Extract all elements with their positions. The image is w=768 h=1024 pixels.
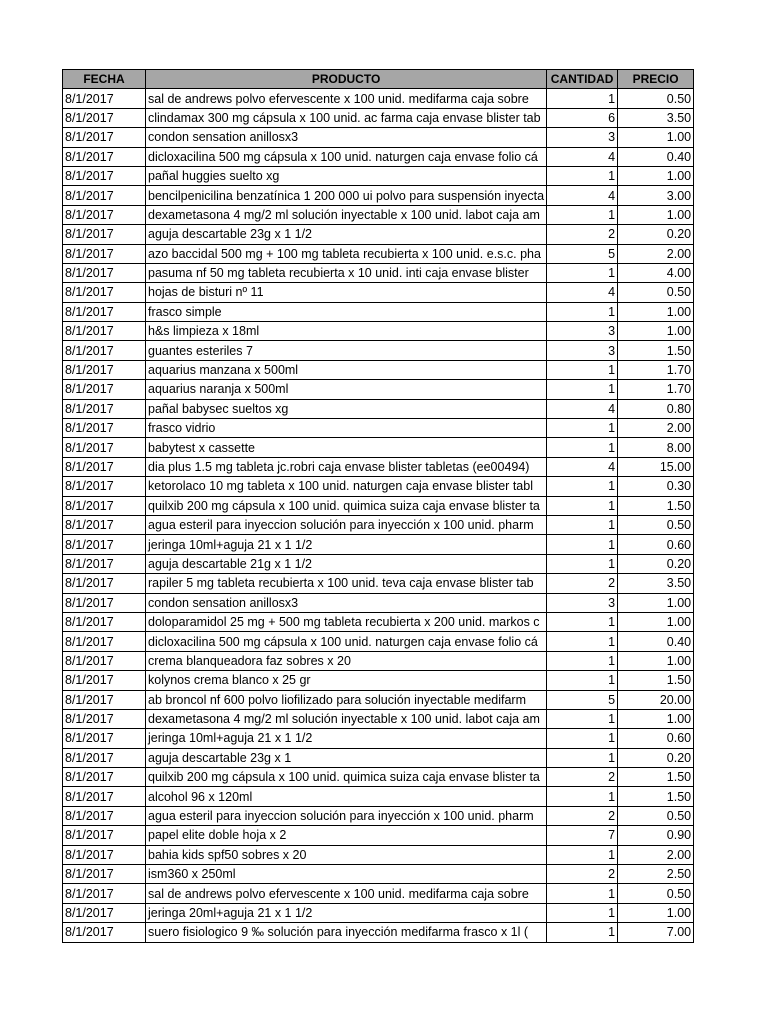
table-row	[63, 496, 694, 515]
producto-cell[interactable]: condon sensation anillosx3	[146, 128, 547, 147]
precio-cell[interactable]: 0.60	[618, 729, 694, 748]
precio-cell[interactable]: 1.50	[618, 496, 694, 515]
cantidad-cell[interactable]: 1	[547, 360, 618, 379]
cantidad-cell[interactable]: 1	[547, 671, 618, 690]
producto-cell[interactable]: frasco simple	[146, 302, 547, 321]
fecha-cell[interactable]: 8/1/2017	[63, 457, 146, 476]
fecha-cell[interactable]: 8/1/2017	[63, 89, 146, 108]
fecha-cell[interactable]: 8/1/2017	[63, 263, 146, 282]
table-row	[63, 399, 694, 418]
fecha-cell[interactable]: 8/1/2017	[63, 748, 146, 767]
precio-cell[interactable]: 0.90	[618, 826, 694, 845]
producto-cell[interactable]: dia plus 1.5 mg tableta jc.robri caja envase blister tabletas (ee00494)	[146, 457, 547, 476]
producto-cell[interactable]: pañal huggies suelto xg	[146, 166, 547, 185]
precio-cell[interactable]: 0.40	[618, 632, 694, 651]
precio-cell[interactable]: 0.40	[618, 147, 694, 166]
precio-cell[interactable]: 1.00	[618, 166, 694, 185]
table-row	[63, 341, 694, 360]
cantidad-cell[interactable]: 1	[547, 496, 618, 515]
precio-cell[interactable]: 0.50	[618, 806, 694, 825]
header-cantidad[interactable]: CANTIDAD	[547, 70, 618, 89]
cantidad-cell[interactable]: 5	[547, 244, 618, 263]
table-row	[63, 302, 694, 321]
cantidad-cell[interactable]: 2	[547, 768, 618, 787]
precio-cell[interactable]: 0.80	[618, 399, 694, 418]
cantidad-cell[interactable]: 3	[547, 593, 618, 612]
precio-cell[interactable]: 1.70	[618, 380, 694, 399]
fecha-cell[interactable]: 8/1/2017	[63, 729, 146, 748]
table-row	[63, 147, 694, 166]
producto-cell[interactable]: guantes esteriles 7	[146, 341, 547, 360]
producto-cell[interactable]: dicloxacilina 500 mg cápsula x 100 unid. naturgen caja envase folio cá	[146, 147, 547, 166]
precio-cell[interactable]: 3.50	[618, 574, 694, 593]
producto-cell[interactable]: quilxib 200 mg cápsula x 100 unid. quimica suiza caja envase blister ta	[146, 496, 547, 515]
table-row	[63, 89, 694, 108]
table-row	[63, 865, 694, 884]
fecha-cell[interactable]: 8/1/2017	[63, 186, 146, 205]
cantidad-cell[interactable]: 4	[547, 283, 618, 302]
precio-cell[interactable]: 0.20	[618, 225, 694, 244]
precio-cell[interactable]: 2.00	[618, 845, 694, 864]
precio-cell[interactable]: 15.00	[618, 457, 694, 476]
precio-cell[interactable]: 7.00	[618, 923, 694, 942]
cantidad-cell[interactable]: 1	[547, 903, 618, 922]
table-row	[63, 225, 694, 244]
fecha-cell[interactable]: 8/1/2017	[63, 244, 146, 263]
fecha-cell[interactable]: 8/1/2017	[63, 399, 146, 418]
table-row	[63, 612, 694, 631]
fecha-cell[interactable]: 8/1/2017	[63, 923, 146, 942]
fecha-cell[interactable]: 8/1/2017	[63, 651, 146, 670]
precio-cell[interactable]: 1.50	[618, 341, 694, 360]
producto-cell[interactable]: jeringa 10ml+aguja 21 x 1 1/2	[146, 729, 547, 748]
cantidad-cell[interactable]: 5	[547, 690, 618, 709]
cantidad-cell[interactable]: 1	[547, 535, 618, 554]
producto-cell[interactable]: doloparamidol 25 mg + 500 mg tableta recubierta x 200 unid. markos c	[146, 612, 547, 631]
precio-cell[interactable]: 0.30	[618, 477, 694, 496]
cantidad-cell[interactable]: 4	[547, 186, 618, 205]
table-row	[63, 884, 694, 903]
table-row	[63, 263, 694, 282]
cantidad-cell[interactable]: 1	[547, 632, 618, 651]
header-fecha[interactable]: FECHA	[63, 70, 146, 89]
table-row	[63, 186, 694, 205]
fecha-cell[interactable]: 8/1/2017	[63, 128, 146, 147]
cantidad-cell[interactable]: 4	[547, 457, 618, 476]
precio-cell[interactable]: 1.00	[618, 709, 694, 728]
fecha-cell[interactable]: 8/1/2017	[63, 515, 146, 534]
producto-cell[interactable]: frasco vidrio	[146, 419, 547, 438]
fecha-cell[interactable]: 8/1/2017	[63, 360, 146, 379]
header-producto[interactable]: PRODUCTO	[146, 70, 547, 89]
precio-cell[interactable]: 2.00	[618, 244, 694, 263]
producto-cell[interactable]: ketorolaco 10 mg tableta x 100 unid. naturgen caja envase blister tabl	[146, 477, 547, 496]
producto-cell[interactable]: azo baccidal 500 mg + 100 mg tableta recubierta x 100 unid. e.s.c. pha	[146, 244, 547, 263]
producto-cell[interactable]: clindamax 300 mg cápsula x 100 unid. ac farma caja envase blister tab	[146, 108, 547, 127]
fecha-cell[interactable]: 8/1/2017	[63, 612, 146, 631]
producto-cell[interactable]: h&s limpieza x 18ml	[146, 322, 547, 341]
producto-cell[interactable]: suero fisiologico 9 ‰ solución para inyección medifarma frasco x 1l (	[146, 923, 547, 942]
precio-cell[interactable]: 3.00	[618, 186, 694, 205]
cantidad-cell[interactable]: 1	[547, 89, 618, 108]
table-row	[63, 515, 694, 534]
cantidad-cell[interactable]: 1	[547, 787, 618, 806]
precio-cell[interactable]: 1.00	[618, 302, 694, 321]
table-row	[63, 283, 694, 302]
producto-cell[interactable]: aguja descartable 23g x 1	[146, 748, 547, 767]
table-row	[63, 457, 694, 476]
table-row	[63, 923, 694, 942]
cantidad-cell[interactable]: 1	[547, 302, 618, 321]
fecha-cell[interactable]: 8/1/2017	[63, 845, 146, 864]
precio-cell[interactable]: 1.00	[618, 593, 694, 612]
producto-cell[interactable]: pañal babysec sueltos xg	[146, 399, 547, 418]
table-row	[63, 419, 694, 438]
fecha-cell[interactable]: 8/1/2017	[63, 574, 146, 593]
fecha-cell[interactable]: 8/1/2017	[63, 535, 146, 554]
header-row	[63, 70, 694, 89]
precio-cell[interactable]: 1.00	[618, 128, 694, 147]
producto-cell[interactable]: aquarius manzana x 500ml	[146, 360, 547, 379]
cantidad-cell[interactable]: 4	[547, 147, 618, 166]
cantidad-cell[interactable]: 3	[547, 128, 618, 147]
fecha-cell[interactable]: 8/1/2017	[63, 166, 146, 185]
table-row	[63, 438, 694, 457]
fecha-cell[interactable]: 8/1/2017	[63, 322, 146, 341]
cantidad-cell[interactable]: 3	[547, 341, 618, 360]
producto-cell[interactable]: hojas de bisturi nº 11	[146, 283, 547, 302]
producto-cell[interactable]: agua esteril para inyeccion solución para inyección x 100 unid. pharm	[146, 806, 547, 825]
precio-cell[interactable]: 0.20	[618, 554, 694, 573]
fecha-cell[interactable]: 8/1/2017	[63, 554, 146, 573]
precio-cell[interactable]: 1.00	[618, 903, 694, 922]
fecha-cell[interactable]: 8/1/2017	[63, 283, 146, 302]
producto-cell[interactable]: rapiler 5 mg tableta recubierta x 100 unid. teva caja envase blister tab	[146, 574, 547, 593]
cantidad-cell[interactable]: 1	[547, 554, 618, 573]
producto-cell[interactable]: bencilpenicilina benzatínica 1 200 000 ui polvo para suspensión inyecta	[146, 186, 547, 205]
precio-cell[interactable]: 1.50	[618, 671, 694, 690]
table-row	[63, 166, 694, 185]
table-row	[63, 787, 694, 806]
fecha-cell[interactable]: 8/1/2017	[63, 787, 146, 806]
fecha-cell[interactable]: 8/1/2017	[63, 806, 146, 825]
cantidad-cell[interactable]: 2	[547, 574, 618, 593]
cantidad-cell[interactable]: 1	[547, 651, 618, 670]
table-row	[63, 360, 694, 379]
producto-cell[interactable]: jeringa 10ml+aguja 21 x 1 1/2	[146, 535, 547, 554]
cantidad-cell[interactable]: 1	[547, 263, 618, 282]
precio-cell[interactable]: 1.00	[618, 651, 694, 670]
cantidad-cell[interactable]: 1	[547, 729, 618, 748]
producto-cell[interactable]: jeringa 20ml+aguja 21 x 1 1/2	[146, 903, 547, 922]
fecha-cell[interactable]: 8/1/2017	[63, 865, 146, 884]
producto-cell[interactable]: dexametasona 4 mg/2 ml solución inyectable x 100 unid. labot caja am	[146, 205, 547, 224]
producto-cell[interactable]: bahia kids spf50 sobres x 20	[146, 845, 547, 864]
producto-cell[interactable]: agua esteril para inyeccion solución para inyección x 100 unid. pharm	[146, 515, 547, 534]
table-row	[63, 322, 694, 341]
table-row	[63, 651, 694, 670]
table-body	[63, 89, 694, 942]
header-precio[interactable]: PRECIO	[618, 70, 694, 89]
precio-cell[interactable]: 0.60	[618, 535, 694, 554]
cantidad-cell[interactable]: 1	[547, 380, 618, 399]
table-row	[63, 903, 694, 922]
cantidad-cell[interactable]: 1	[547, 923, 618, 942]
table-row	[63, 845, 694, 864]
precio-cell[interactable]: 3.50	[618, 108, 694, 127]
precio-cell[interactable]: 1.50	[618, 787, 694, 806]
table-row	[63, 554, 694, 573]
fecha-cell[interactable]: 8/1/2017	[63, 108, 146, 127]
precio-cell[interactable]: 0.20	[618, 748, 694, 767]
table-row	[63, 632, 694, 651]
producto-cell[interactable]: babytest x cassette	[146, 438, 547, 457]
fecha-cell[interactable]: 8/1/2017	[63, 593, 146, 612]
producto-cell[interactable]: papel elite doble hoja x 2	[146, 826, 547, 845]
cantidad-cell[interactable]: 1	[547, 748, 618, 767]
precio-cell[interactable]: 2.00	[618, 419, 694, 438]
cantidad-cell[interactable]: 7	[547, 826, 618, 845]
cantidad-cell[interactable]: 1	[547, 438, 618, 457]
producto-cell[interactable]: ab broncol nf 600 polvo liofilizado para solución inyectable medifarm	[146, 690, 547, 709]
fecha-cell[interactable]: 8/1/2017	[63, 438, 146, 457]
producto-cell[interactable]: condon sensation anillosx3	[146, 593, 547, 612]
precio-cell[interactable]: 1.00	[618, 205, 694, 224]
precio-cell[interactable]: 1.70	[618, 360, 694, 379]
cantidad-cell[interactable]: 3	[547, 322, 618, 341]
precio-cell[interactable]: 0.50	[618, 89, 694, 108]
cantidad-cell[interactable]: 1	[547, 845, 618, 864]
fecha-cell[interactable]: 8/1/2017	[63, 632, 146, 651]
cantidad-cell[interactable]: 1	[547, 166, 618, 185]
fecha-cell[interactable]: 8/1/2017	[63, 709, 146, 728]
producto-cell[interactable]: ism360 x 250ml	[146, 865, 547, 884]
table-row	[63, 826, 694, 845]
precio-cell[interactable]: 0.50	[618, 884, 694, 903]
cantidad-cell[interactable]: 4	[547, 399, 618, 418]
table-row	[63, 671, 694, 690]
precio-cell[interactable]: 4.00	[618, 263, 694, 282]
cantidad-cell[interactable]: 1	[547, 477, 618, 496]
producto-cell[interactable]: kolynos crema blanco x 25 gr	[146, 671, 547, 690]
precio-cell[interactable]: 8.00	[618, 438, 694, 457]
producto-cell[interactable]: quilxib 200 mg cápsula x 100 unid. quimica suiza caja envase blister ta	[146, 768, 547, 787]
fecha-cell[interactable]: 8/1/2017	[63, 690, 146, 709]
producto-cell[interactable]: sal de andrews polvo efervescente x 100 unid. medifarma caja sobre	[146, 884, 547, 903]
precio-cell[interactable]: 20.00	[618, 690, 694, 709]
table-row	[63, 108, 694, 127]
spreadsheet-table	[62, 69, 694, 943]
cantidad-cell[interactable]: 1	[547, 205, 618, 224]
cantidad-cell[interactable]: 1	[547, 884, 618, 903]
fecha-cell[interactable]: 8/1/2017	[63, 205, 146, 224]
fecha-cell[interactable]: 8/1/2017	[63, 302, 146, 321]
fecha-cell[interactable]: 8/1/2017	[63, 225, 146, 244]
cantidad-cell[interactable]: 2	[547, 865, 618, 884]
cantidad-cell[interactable]: 2	[547, 225, 618, 244]
producto-cell[interactable]: aguja descartable 21g x 1 1/2	[146, 554, 547, 573]
fecha-cell[interactable]: 8/1/2017	[63, 884, 146, 903]
table-row	[63, 593, 694, 612]
producto-cell[interactable]: aquarius naranja x 500ml	[146, 380, 547, 399]
fecha-cell[interactable]: 8/1/2017	[63, 477, 146, 496]
cantidad-cell[interactable]: 2	[547, 806, 618, 825]
table-row	[63, 709, 694, 728]
precio-cell[interactable]: 0.50	[618, 283, 694, 302]
fecha-cell[interactable]: 8/1/2017	[63, 496, 146, 515]
table-row	[63, 535, 694, 554]
table-row	[63, 690, 694, 709]
precio-cell[interactable]: 1.00	[618, 322, 694, 341]
cantidad-cell[interactable]: 1	[547, 612, 618, 631]
fecha-cell[interactable]: 8/1/2017	[63, 903, 146, 922]
cantidad-cell[interactable]: 1	[547, 709, 618, 728]
producto-cell[interactable]: dicloxacilina 500 mg cápsula x 100 unid. naturgen caja envase folio cá	[146, 632, 547, 651]
precio-cell[interactable]: 0.50	[618, 515, 694, 534]
producto-cell[interactable]: dexametasona 4 mg/2 ml solución inyectable x 100 unid. labot caja am	[146, 709, 547, 728]
table-row	[63, 574, 694, 593]
cantidad-cell[interactable]: 1	[547, 515, 618, 534]
table-row	[63, 729, 694, 748]
table-row	[63, 806, 694, 825]
producto-cell[interactable]: alcohol 96 x 120ml	[146, 787, 547, 806]
producto-cell[interactable]: pasuma nf 50 mg tableta recubierta x 10 unid. inti caja envase blister	[146, 263, 547, 282]
fecha-cell[interactable]: 8/1/2017	[63, 826, 146, 845]
table-row	[63, 768, 694, 787]
fecha-cell[interactable]: 8/1/2017	[63, 419, 146, 438]
fecha-cell[interactable]: 8/1/2017	[63, 341, 146, 360]
cantidad-cell[interactable]: 1	[547, 419, 618, 438]
table-row	[63, 128, 694, 147]
producto-cell[interactable]: sal de andrews polvo efervescente x 100 unid. medifarma caja sobre	[146, 89, 547, 108]
table-row	[63, 244, 694, 263]
producto-cell[interactable]: crema blanqueadora faz sobres x 20	[146, 651, 547, 670]
precio-cell[interactable]: 1.50	[618, 768, 694, 787]
cantidad-cell[interactable]: 6	[547, 108, 618, 127]
precio-cell[interactable]: 1.00	[618, 612, 694, 631]
table-row	[63, 205, 694, 224]
fecha-cell[interactable]: 8/1/2017	[63, 671, 146, 690]
table-row	[63, 748, 694, 767]
table-row	[63, 477, 694, 496]
precio-cell[interactable]: 2.50	[618, 865, 694, 884]
fecha-cell[interactable]: 8/1/2017	[63, 147, 146, 166]
producto-cell[interactable]: aguja descartable 23g x 1 1/2	[146, 225, 547, 244]
fecha-cell[interactable]: 8/1/2017	[63, 768, 146, 787]
table-row	[63, 380, 694, 399]
fecha-cell[interactable]: 8/1/2017	[63, 380, 146, 399]
